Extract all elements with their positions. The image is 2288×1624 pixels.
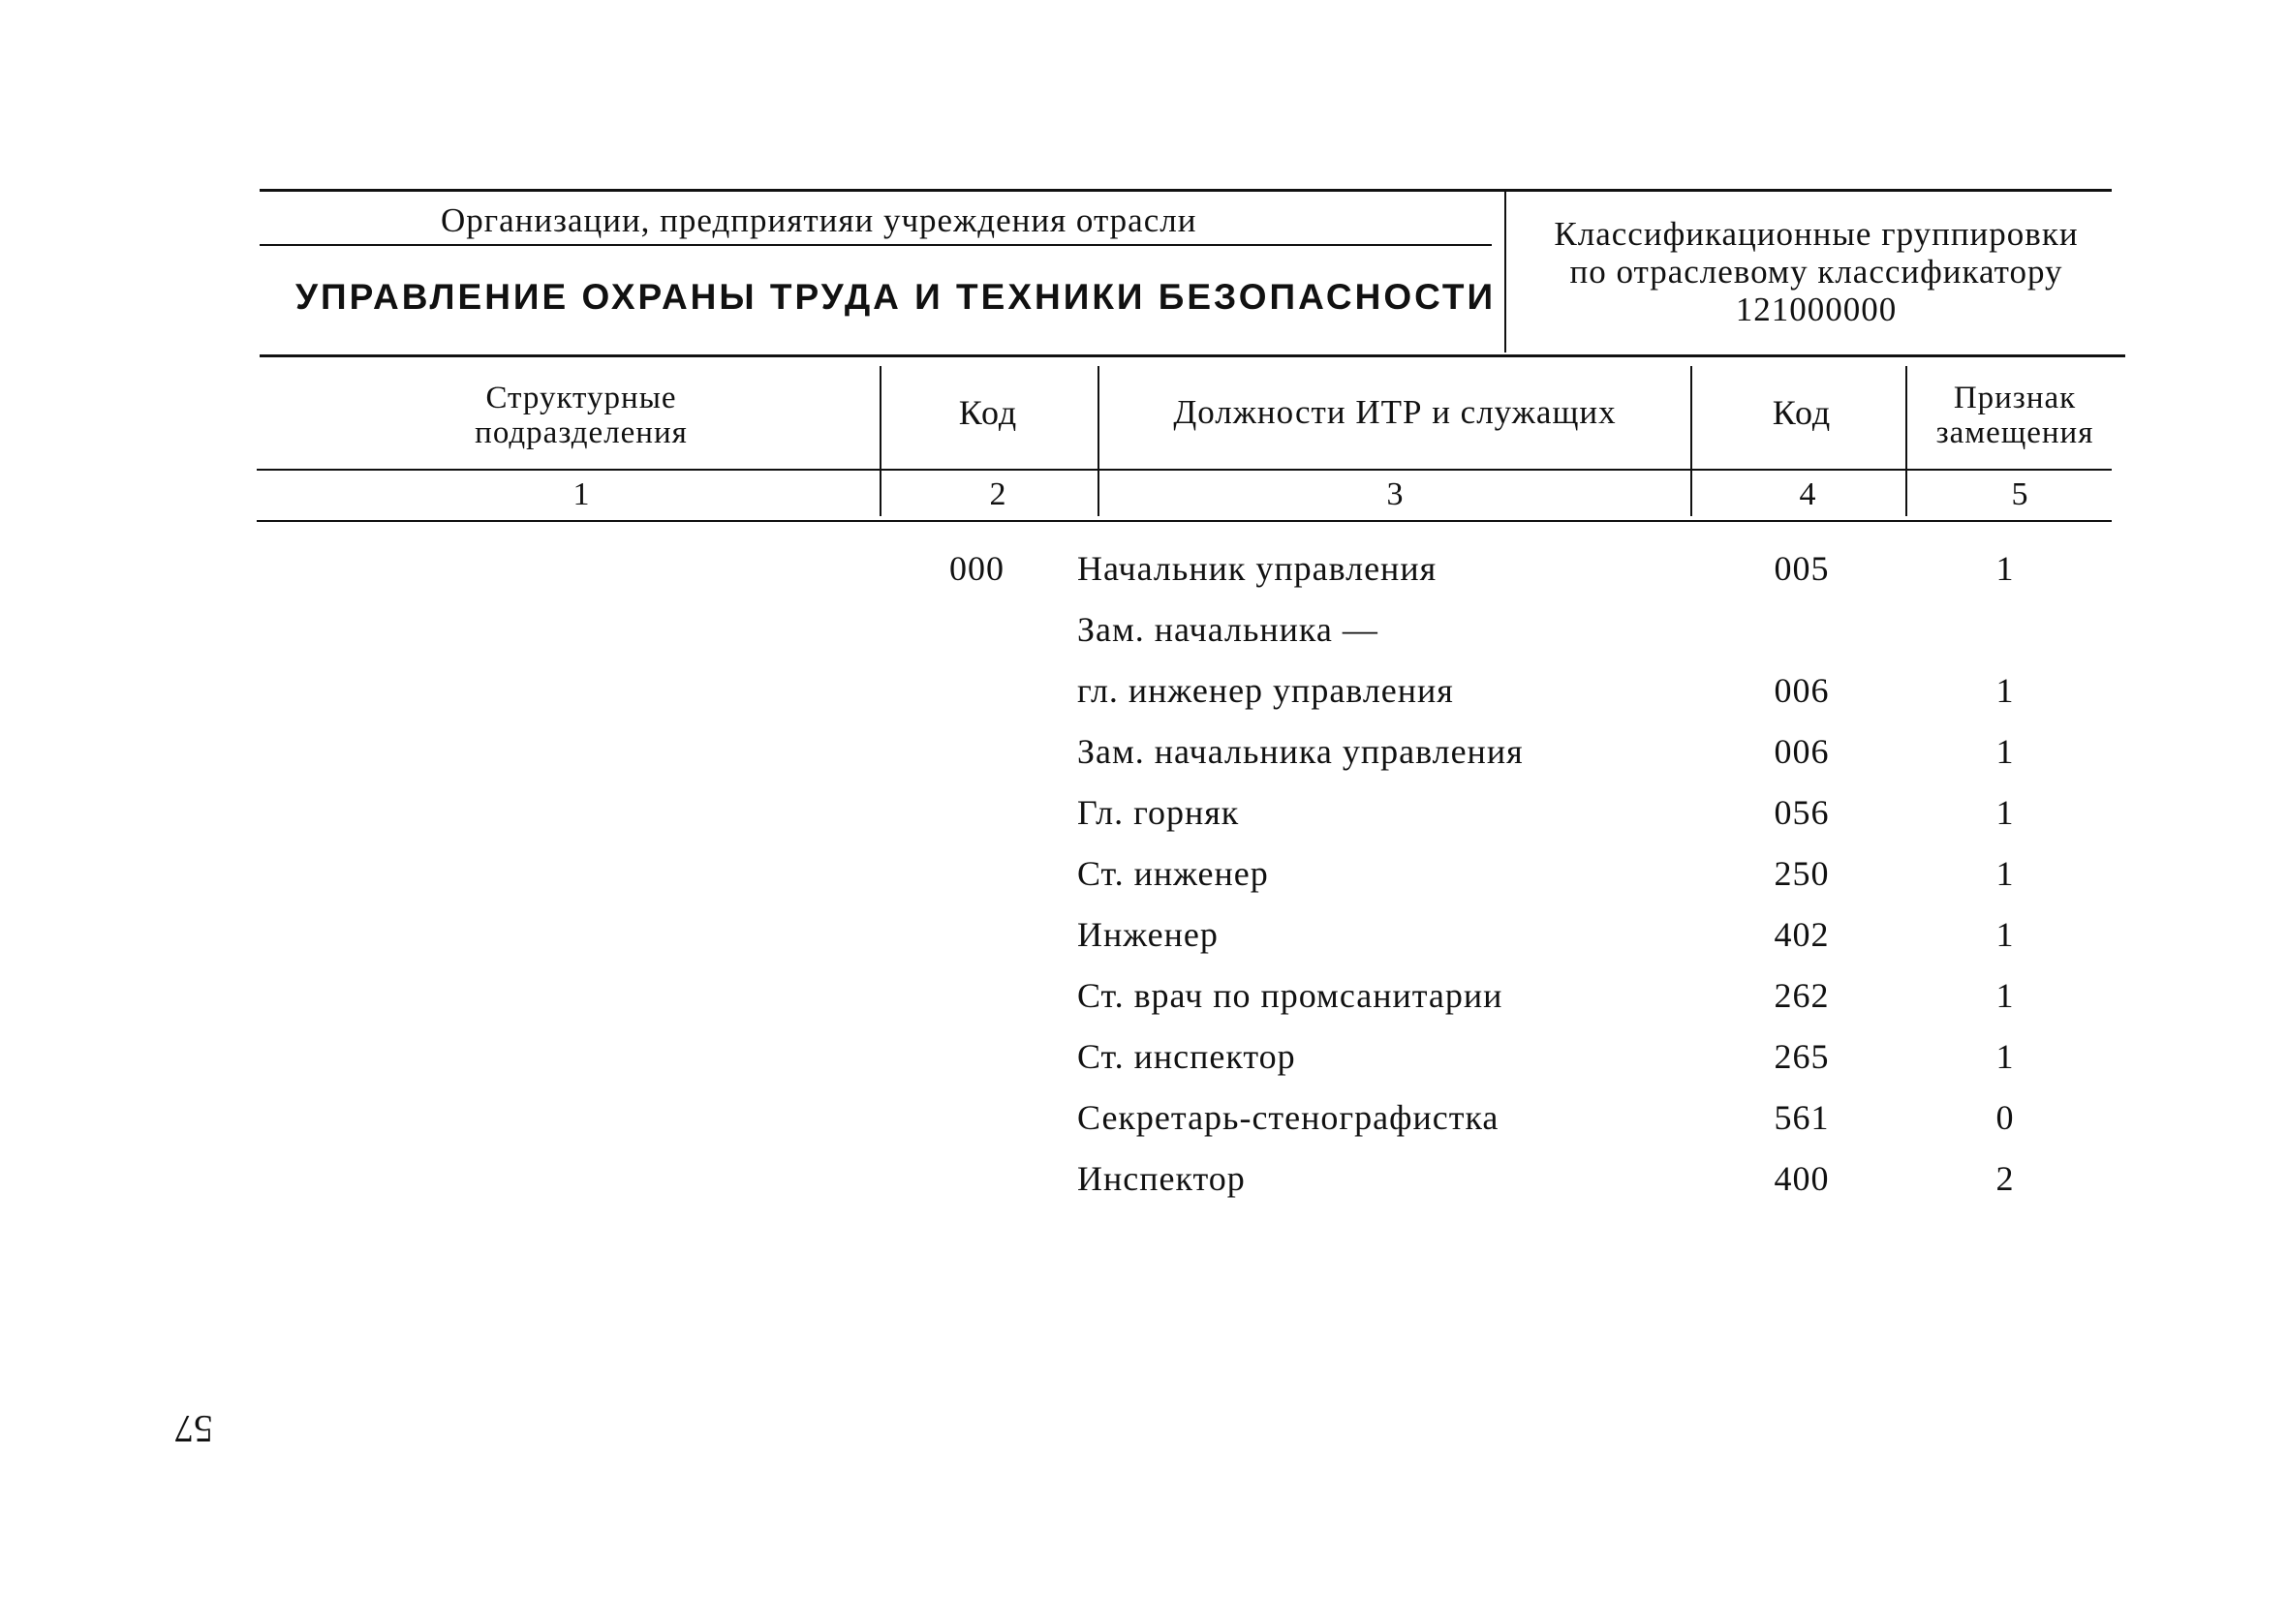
table-row-name: Инспектор — [1077, 1159, 1246, 1198]
classif-code: 121000000 — [1735, 291, 1898, 328]
org-line: Организации, предприятияи учреждения отрасли — [441, 201, 1197, 239]
col-number-1: 1 — [572, 476, 590, 512]
col-number-5: 5 — [2011, 476, 2028, 512]
col-header-5: Признак замещения — [1935, 381, 2094, 450]
table-row-code: 005 — [1774, 549, 1830, 588]
table-row-name: Ст. инспектор — [1077, 1037, 1296, 1076]
table-row-name: Секретарь-стенографистка — [1077, 1098, 1500, 1137]
table-row-name: Начальник управления — [1077, 549, 1438, 588]
table-row-name: Гл. горняк — [1077, 793, 1240, 832]
dept-title: УПРАВЛЕНИЕ ОХРАНЫ ТРУДА И ТЕХНИКИ БЕЗОПАСНОСТИ — [295, 277, 1497, 317]
table-row-code: 006 — [1774, 732, 1830, 771]
table-row-sign: 1 — [1995, 732, 2015, 771]
table-row-name: Инженер — [1077, 915, 1219, 954]
classification-block — [1526, 215, 2107, 328]
header-top-rule — [260, 189, 2112, 192]
dept-code: 000 — [949, 549, 1005, 588]
col-number-3: 3 — [1386, 476, 1404, 512]
table-row-sign: 1 — [1995, 549, 2015, 588]
col-header-2: Код — [958, 393, 1018, 432]
col-number-2: 2 — [989, 476, 1006, 512]
col-header-3: Должности ИТР и служащих — [1173, 393, 1617, 431]
col-divider-2 — [1098, 366, 1099, 516]
col-header-4: Код — [1772, 393, 1832, 432]
table-row-code: 402 — [1774, 915, 1830, 954]
table-row-sign: 0 — [1995, 1098, 2015, 1137]
col-divider-3 — [1690, 366, 1692, 516]
table-row-code: 006 — [1774, 671, 1830, 710]
table-row-code: 561 — [1774, 1098, 1830, 1137]
col-header-1: Структурные подразделения — [475, 381, 688, 450]
table-row-code: 265 — [1774, 1037, 1830, 1076]
table-row-name: Зам. начальника — — [1077, 610, 1378, 649]
table-row-sign: 1 — [1995, 671, 2015, 710]
table-row-sign: 2 — [1995, 1159, 2015, 1198]
classif-line-1: Классификационные группировки — [1554, 215, 2079, 253]
table-row-code: 056 — [1774, 793, 1830, 832]
table-row-code: 250 — [1774, 854, 1830, 893]
col-divider-1 — [880, 366, 881, 516]
table-row-sign: 1 — [1995, 854, 2015, 893]
table-row-sign: 1 — [1995, 1037, 2015, 1076]
table-row-name: Зам. начальника управления — [1077, 732, 1524, 771]
col-divider-4 — [1905, 366, 1907, 516]
colnumber-rule — [257, 520, 2112, 522]
classif-line-2: по отраслевому классификатору — [1569, 253, 2063, 291]
table-row-sign: 1 — [1995, 793, 2015, 832]
table-row-name: Ст. врач по промсанитарии — [1077, 976, 1503, 1015]
col-number-4: 4 — [1799, 476, 1816, 512]
org-line-rule — [260, 244, 1492, 246]
header-bottom-rule — [260, 354, 2125, 357]
table-row-sign: 1 — [1995, 976, 2015, 1015]
table-row-code: 262 — [1774, 976, 1830, 1015]
page-number: 57 — [174, 1407, 213, 1451]
header-divider — [1504, 192, 1506, 352]
table-row-name: Ст. инженер — [1077, 854, 1269, 893]
table-row-code: 400 — [1774, 1159, 1830, 1198]
colheader-rule — [257, 469, 2112, 471]
table-row-name: гл. инженер управления — [1077, 671, 1454, 710]
table-row-sign: 1 — [1995, 915, 2015, 954]
